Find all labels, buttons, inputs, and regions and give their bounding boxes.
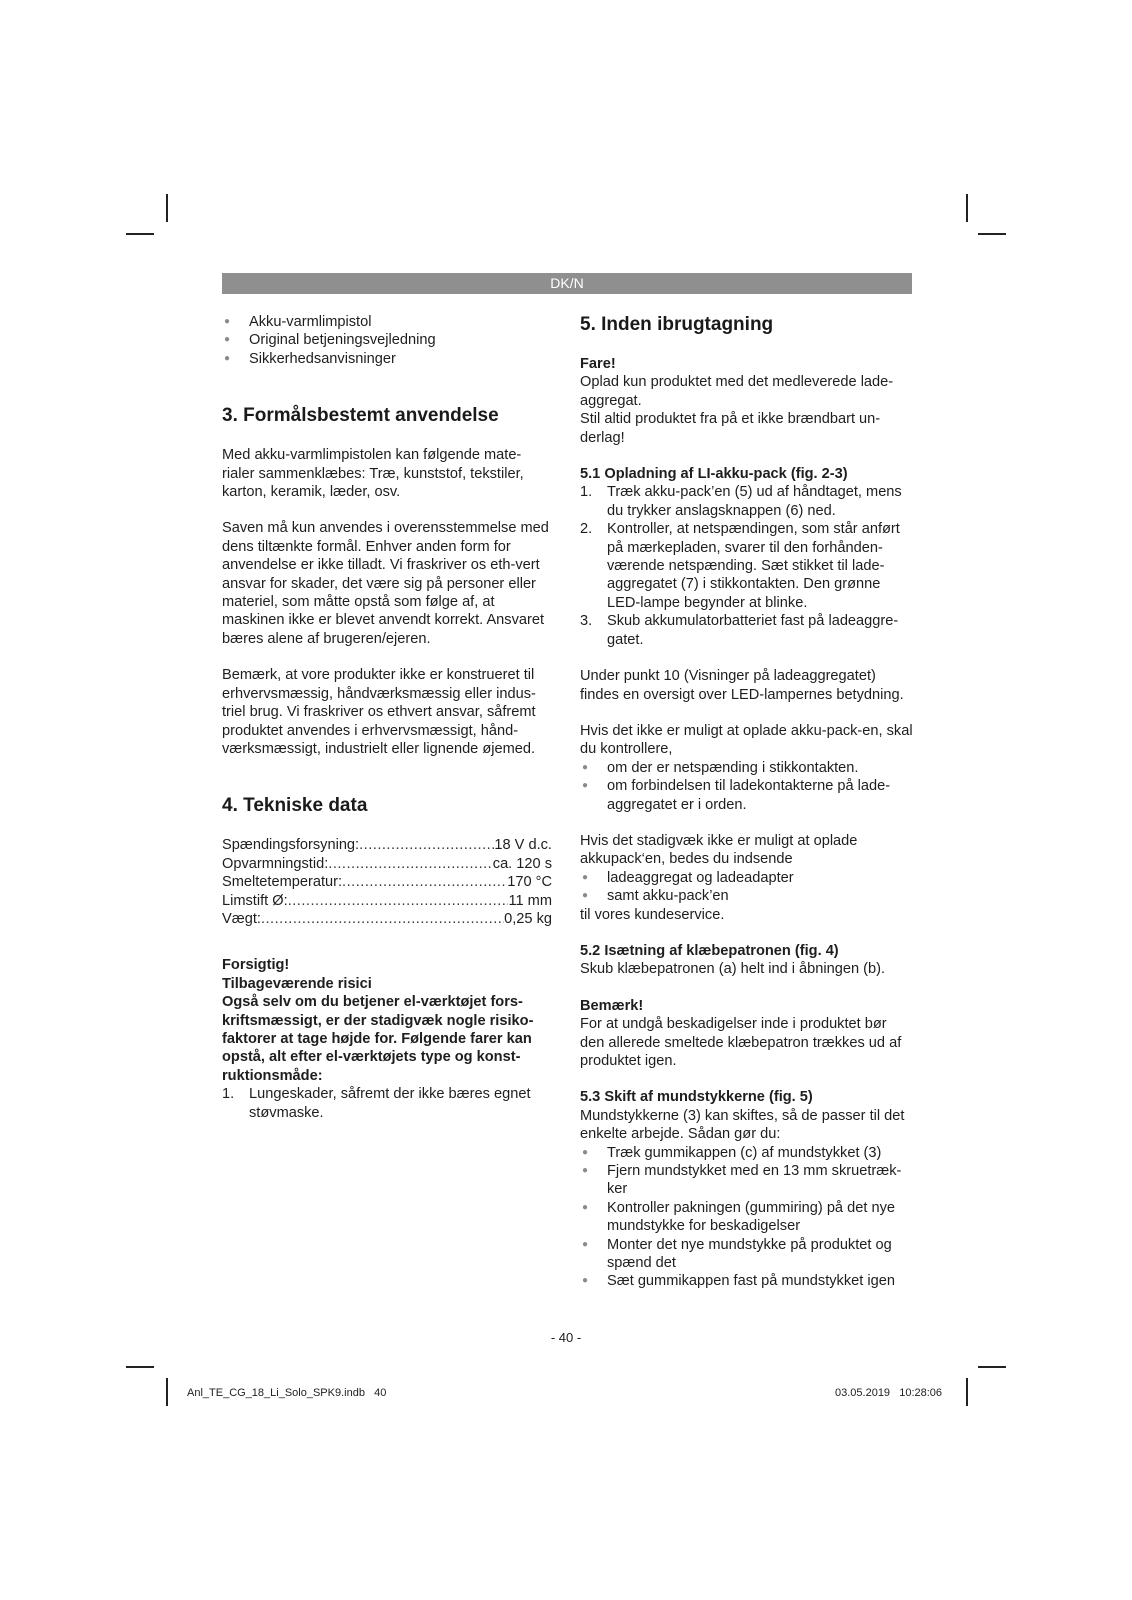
crop-mark: [966, 1378, 968, 1406]
section-5-2-heading: 5.2 Isætning af klæbepatronen (fig. 4): [580, 942, 839, 959]
crop-mark: [166, 194, 168, 222]
list-item: ● Træk gummikappen (c) af mundstykket (3): [580, 1144, 914, 1162]
paragraph: Skub klæbepatronen (a) helt ind i åbningen (b).: [580, 961, 886, 978]
paragraph: Under punkt 10 (Visninger på ladeaggregatet) findes en oversigt over LED-lampernes betydning.: [580, 668, 904, 703]
list-item: ● ladeaggregat og ladeadapter: [580, 869, 914, 887]
warning-subtitle: Tilbageværende risici: [222, 975, 372, 992]
warning-title: Forsigtig!: [222, 957, 290, 974]
paragraph: til vores kundeservice.: [580, 906, 725, 923]
danger-paragraph: Stil altid produktet fra på et ikke brændbart un-derlag!: [580, 411, 881, 446]
list-item: 1. Lungeskader, såfremt der ikke bæres egnet støvmaske.: [222, 1086, 531, 1121]
list-item: 1. Træk akku-pack’en (5) ud af håndtaget, mens du trykker anslagsknappen (6) ned.: [580, 484, 902, 519]
section-5-1-heading: 5.1 Opladning af LI-akku-pack (fig. 2-3): [580, 466, 848, 483]
left-column: [222, 313, 552, 1122]
list-item: ● Monter det nye mundstykke på produktet og spænd det: [580, 1236, 914, 1273]
crop-mark: [978, 233, 1006, 235]
crop-mark: [126, 233, 154, 235]
list-item: ● Sæt gummikappen fast på mundstykket igen: [580, 1272, 914, 1290]
crop-mark: [978, 1366, 1006, 1368]
list-item: ● om forbindelsen til ladekontakterne på lade-aggregatet er i orden.: [580, 777, 914, 814]
tech-row: Limstift Ø: ..... 11 mm: [222, 892, 552, 910]
crop-mark: [126, 1366, 154, 1368]
list-item: 3. Skub akkumulatorbatteriet fast på ladeaggre-gatet.: [580, 613, 899, 648]
page-number: - 40 -: [550, 1330, 582, 1345]
warning-text: Også selv om du betjener el-værktøjet fors-kriftsmæssigt, er der stadigvæk nogle risiko-faktorer at tage højde for. Følgende farer kan opstå, alt efter el-værktøjets type og konst-ruktionsmåde:: [222, 994, 534, 1084]
tech-row: Vægt: ..... 0,25 kg: [222, 910, 552, 928]
list-item: ● Sikkerhedsanvisninger: [222, 350, 552, 368]
paragraph: Hvis det stadigvæk ikke er muligt at oplade akkupack‘en, bedes du indsende: [580, 832, 858, 868]
section-3-paragraph: Saven må kun anvendes i overensstemmelse med dens tiltænkte formål. Enhver anden form for anvendelse er ikke tilladt. Vi fraskriver os eth-vert ansvar for skader, det være sig på personer eller materiel, som måtte opstå som følge af, at maskinen ikke er blevet anvendt korrekt. Ansvaret bæres alene af brugeren/ejeren.: [222, 520, 549, 647]
intro-list: [222, 313, 552, 368]
list-item: ● Original betjeningsvejledning: [222, 331, 552, 349]
danger-title: Fare!: [580, 356, 616, 372]
check-list: [580, 759, 914, 814]
note-paragraph: For at undgå beskadigelser inde i produktet bør den allerede smeltede klæbepatron trækkes ud af produktet igen.: [580, 1016, 902, 1069]
tech-row: Opvarmningstid: ..... ca. 120 s: [222, 855, 552, 873]
crop-mark: [966, 194, 968, 222]
charging-steps: [580, 483, 914, 649]
right-column: [580, 313, 914, 1291]
language-header-bar: DK/N: [222, 273, 912, 294]
nozzle-steps: [580, 1144, 914, 1291]
danger-paragraph: Oplad kun produktet med det medleverede lade-aggregat.: [580, 374, 894, 409]
print-date-time: 03.05.2019 10:28:06: [835, 1387, 943, 1399]
tech-row: Spændingsforsyning: ..... 18 V d.c.: [222, 836, 552, 854]
section-4-heading: 4. Tekniske data: [222, 795, 368, 817]
list-item: ● Kontroller pakningen (gummiring) på det nye mundstykke for beskadigelser: [580, 1199, 914, 1236]
list-item: ● Akku-varmlimpistol: [222, 313, 552, 331]
list-item: 2. Kontroller, at netspændingen, som står anført på mærkepladen, svarer til den forhånden-værende netspænding. Sæt stikket til lade-aggregatet (7) i stikkontakten. Den grønne LED-lampe begynder at blinke.: [580, 521, 900, 611]
list-item: ● Fjern mundstykket med en 13 mm skruetræk-ker: [580, 1162, 914, 1199]
list-item: ● om der er netspænding i stikkontakten.: [580, 759, 914, 777]
tech-row: Smeltetemperatur: ..... 170 °C: [222, 873, 552, 891]
section-5-3-heading: 5.3 Skift af mundstykkerne (fig. 5): [580, 1089, 813, 1106]
file-info: Anl_TE_CG_18_Li_Solo_SPK9.indb 40: [187, 1387, 387, 1399]
paragraph: Hvis det ikke er muligt at oplade akku-pack-en, skal du kontrollere,: [580, 722, 913, 758]
list-item: ● samt akku-pack’en: [580, 887, 914, 905]
note-title: Bemærk!: [580, 997, 644, 1014]
tech-data-table: [222, 836, 552, 928]
crop-mark: [166, 1378, 168, 1406]
section-3-paragraph: Bemærk, at vore produkter ikke er konstrueret til erhvervsmæssig, håndværksmæssig eller indus-triel brug. Vi fraskriver os ethvert ansvar, såfremt produktet anvendes i erhvervsmæssigt, hånd-værksmæssigt, industrielt eller lignende øjemed.: [222, 667, 536, 757]
paragraph: Mundstykkerne (3) kan skiftes, så de passer til det enkelte arbejde. Sådan gør du:: [580, 1107, 905, 1143]
section-5-heading: 5. Inden ibrugtagning: [580, 314, 774, 335]
risk-list: [222, 1085, 552, 1122]
send-list: [580, 869, 914, 906]
section-3-heading: 3. Formålsbestemt anvendelse: [222, 405, 499, 427]
section-3-paragraph: Med akku-varmlimpistolen kan følgende mate-rialer sammenklæbes: Træ, kunststof, tekstiler, karton, keramik, læder, osv.: [222, 447, 524, 501]
